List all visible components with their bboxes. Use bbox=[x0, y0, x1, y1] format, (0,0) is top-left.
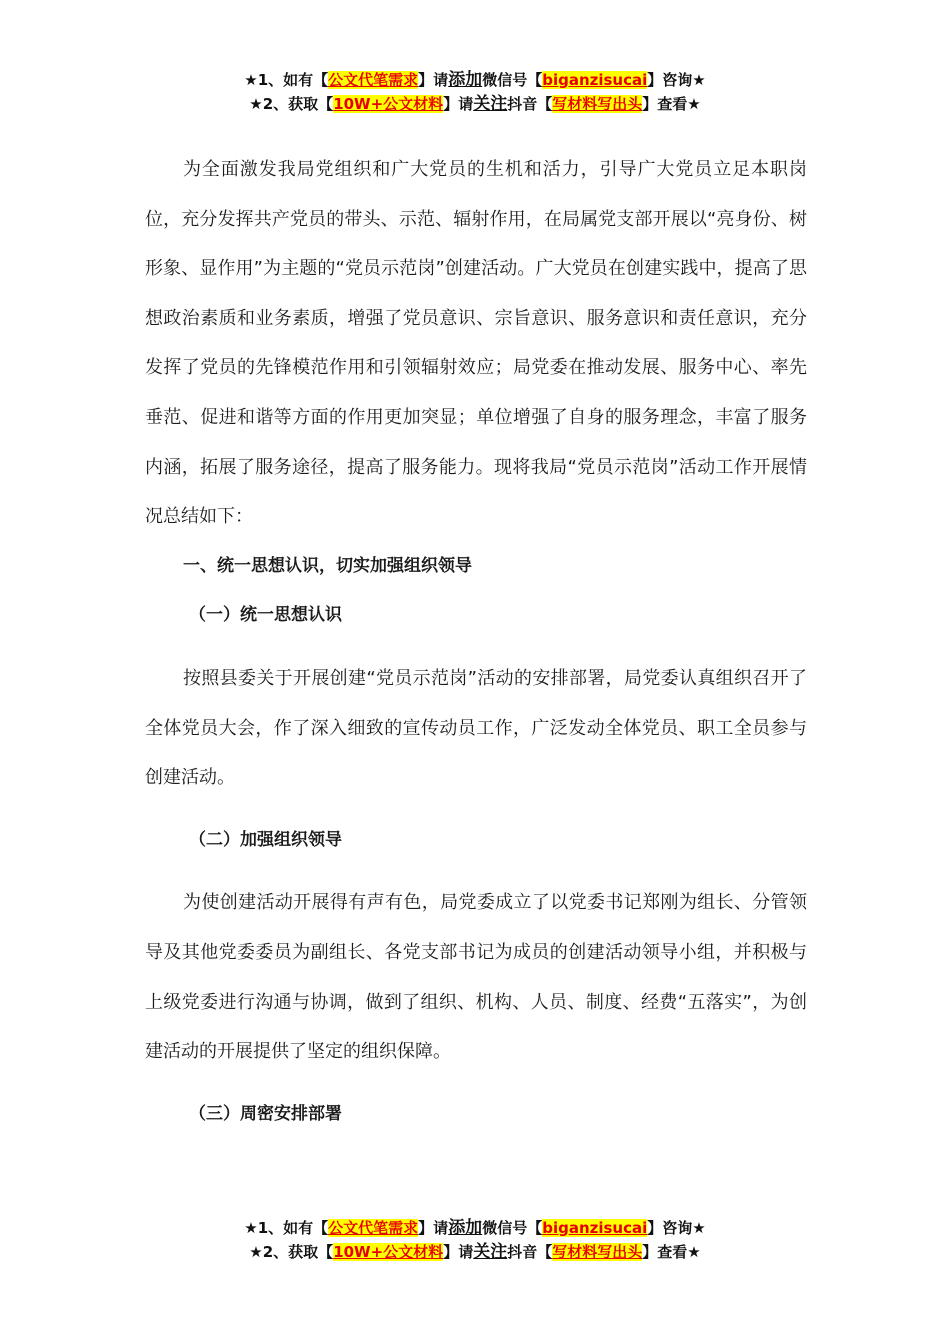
highlight-service: 公文代笔需求 bbox=[328, 71, 419, 89]
banner-text: 】请 bbox=[443, 1243, 474, 1261]
subsection-heading: （一）统一思想认识 bbox=[189, 605, 342, 626]
banner-text: 】咨询★ bbox=[647, 1219, 706, 1237]
subsection-heading: （二）加强组织领导 bbox=[189, 829, 342, 850]
body-paragraph: 为使创建活动开展得有声有色，局党委成立了以党委书记郑刚为组长、分管领导及其他党委委员为副组长、各党支部书记为成员的创建活动领导小组，并积极与上级党委进行沟通与协调，做到了组织、机构、人员、制度、经费“五落实”，为创建活动的开展提供了坚定的组织保障。 bbox=[145, 892, 807, 1063]
highlight-wechat-id: biganzisucai bbox=[542, 71, 648, 89]
subsection-heading: （三）周密安排部署 bbox=[189, 1103, 342, 1124]
banner-emphasis: 添加 bbox=[448, 70, 483, 90]
document-body bbox=[145, 145, 807, 1139]
highlight-wechat-id: biganzisucai bbox=[542, 1219, 648, 1237]
banner-text: ★2、获取【 bbox=[249, 1243, 334, 1261]
banner-text: 】咨询★ bbox=[647, 71, 706, 89]
highlight-douyin-account: 写材料写出头 bbox=[552, 95, 643, 113]
banner-text: 】查看★ bbox=[642, 1243, 701, 1261]
banner-line-1 bbox=[0, 1216, 950, 1240]
banner-line-2 bbox=[0, 92, 950, 116]
banner-line-2 bbox=[0, 1240, 950, 1264]
spacer bbox=[145, 865, 807, 878]
section-heading: 一、统一思想认识，切实加强组织领导 bbox=[183, 555, 472, 576]
bottom-banner bbox=[0, 1216, 950, 1264]
spacer bbox=[145, 803, 807, 816]
banner-text: 抖音【 bbox=[507, 95, 553, 113]
banner-text: 】请 bbox=[443, 95, 474, 113]
banner-line-1 bbox=[0, 68, 950, 92]
banner-text: 抖音【 bbox=[507, 1243, 553, 1261]
highlight-materials: 10W+公文材料 bbox=[333, 1243, 444, 1261]
banner-text: 】请 bbox=[418, 71, 449, 89]
banner-text: 微信号【 bbox=[482, 71, 543, 89]
banner-emphasis: 添加 bbox=[448, 1218, 483, 1238]
banner-text: ★2、获取【 bbox=[249, 95, 334, 113]
highlight-douyin-account: 写材料写出头 bbox=[552, 1243, 643, 1261]
banner-emphasis: 关注 bbox=[473, 94, 508, 114]
spacer bbox=[145, 1077, 807, 1090]
highlight-service: 公文代笔需求 bbox=[328, 1219, 419, 1237]
banner-emphasis: 关注 bbox=[473, 1242, 508, 1262]
banner-text: 】查看★ bbox=[642, 95, 701, 113]
banner-text: ★1、如有【 bbox=[244, 71, 329, 89]
banner-text: ★1、如有【 bbox=[244, 1219, 329, 1237]
spacer bbox=[145, 641, 807, 654]
top-banner bbox=[0, 68, 950, 116]
body-paragraph: 按照县委关于开展创建“党员示范岗”活动的安排部署，局党委认真组织召开了全体党员大会，作了深入细致的宣传动员工作，广泛发动全体党员、职工全员参与创建活动。 bbox=[145, 667, 807, 789]
intro-paragraph: 为全面激发我局党组织和广大党员的生机和活力，引导广大党员立足本职岗位，充分发挥共产党员的带头、示范、辐射作用，在局属党支部开展以“亮身份、树形象、显作用”为主题的“党员示范岗”创建活动。广大党员在创建实践中，提高了思想政治素质和业务素质，增强了党员意识、宗旨意识、服务意识和责任意识，充分发挥了党员的先锋模范作用和引领辐射效应；局党委在推动发展、服务中心、率先垂范、促进和谐等方面的作用更加突显；单位增强了自身的服务理念，丰富了服务内涵，拓展了服务途径，提高了服务能力。现将我局“党员示范岗”活动工作开展情况总结如下： bbox=[145, 159, 807, 528]
highlight-materials: 10W+公文材料 bbox=[333, 95, 444, 113]
banner-text: 】请 bbox=[418, 1219, 449, 1237]
banner-text: 微信号【 bbox=[482, 1219, 543, 1237]
